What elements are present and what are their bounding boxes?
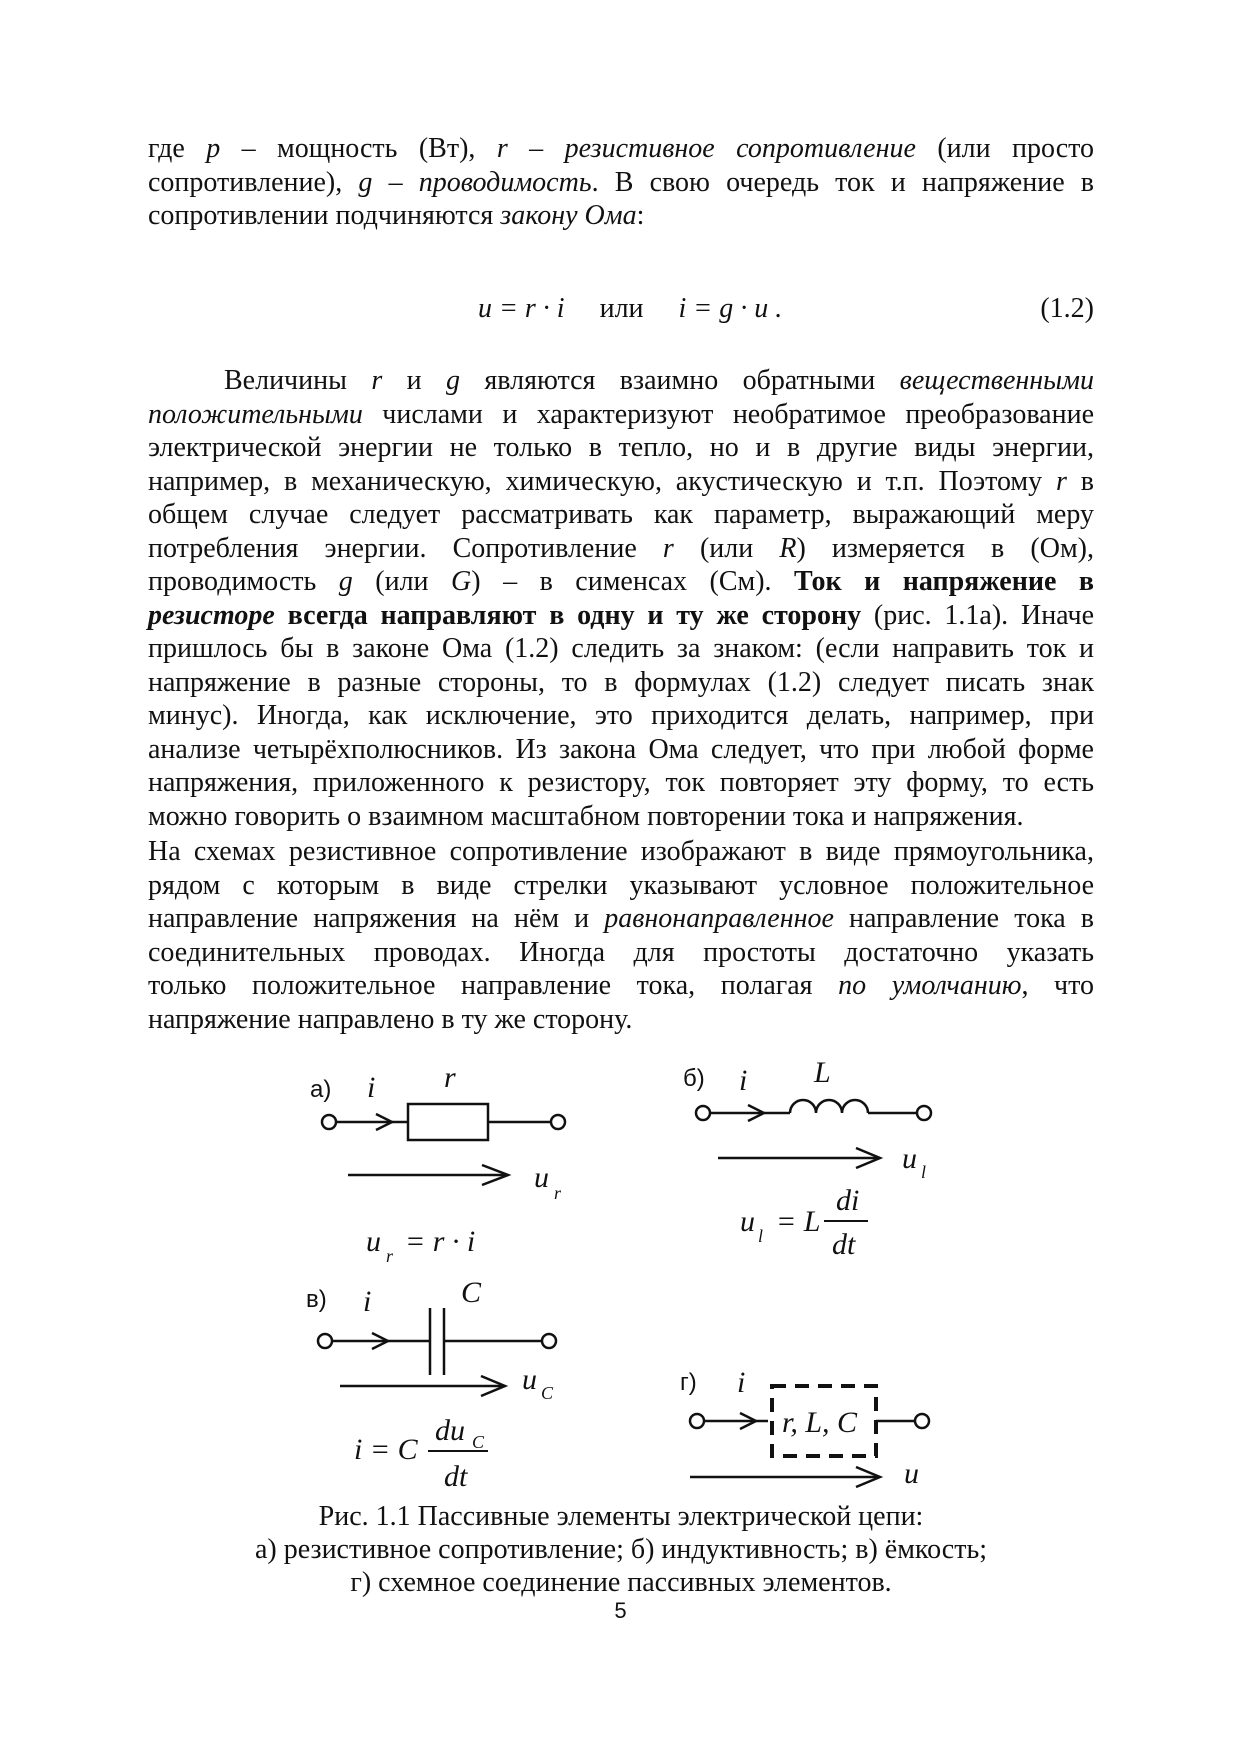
formula-b-num: di xyxy=(836,1184,860,1217)
p2-line-14: можно говорить о взаимном масштабном повторении тока и напряжения. xyxy=(148,800,1024,832)
voltage-label-g: u xyxy=(904,1457,919,1490)
p3-line-4: соединительных проводах. Иногда для простоты достаточно указать xyxy=(148,936,1094,968)
formula-v-lhs: i = C xyxy=(354,1433,418,1466)
terminal-b-right xyxy=(917,1106,931,1120)
inductor-symbol xyxy=(790,1100,868,1113)
resistor-symbol xyxy=(408,1104,488,1140)
equation-left: u = r · i xyxy=(478,293,565,324)
element-label-l: L xyxy=(814,1056,831,1089)
terminal-a-right xyxy=(551,1115,565,1129)
p2-line-4: например, в механическую, химическую, акустическую и т.п. Поэтому r в xyxy=(148,465,1094,497)
caption-line-1: Рис. 1.1 Пассивные элементы электрической цепи: xyxy=(318,1501,924,1532)
formula-v-num-sub: C xyxy=(472,1432,485,1452)
p1-line-1: где p – мощность (Вт), r – резистивное сопротивление (или просто xyxy=(148,133,1094,164)
formula-a-sub: r xyxy=(386,1246,394,1266)
equation-or: или xyxy=(599,293,644,324)
equation-number: (1.2) xyxy=(1040,293,1094,324)
circuit-a xyxy=(322,1104,565,1185)
terminal-g-left xyxy=(690,1414,704,1428)
equation-right: i = g · u . xyxy=(678,293,783,324)
voltage-sub-v: C xyxy=(541,1383,554,1403)
p2-line-2: положительными числами и характеризуют необратимое преобразование xyxy=(148,398,1094,430)
formula-b-eq: = L xyxy=(776,1205,821,1238)
p3-line-5: только положительное направление тока, полагая по умолчанию, что xyxy=(148,970,1095,1001)
caption-line-2: а) резистивное сопротивление; б) индуктивность; в) ёмкость; xyxy=(254,1534,988,1565)
p2-line-6: потребления энергии. Сопротивление r (или R) измеряется в (Ом), xyxy=(148,532,1094,564)
circuit-v xyxy=(318,1308,556,1396)
terminal-a-left xyxy=(322,1115,336,1129)
current-label-g: i xyxy=(737,1366,746,1399)
p2-line-9: пришлось бы в законе Ома (1.2) следить за знаком: (если направить ток и xyxy=(148,633,1094,664)
p1-line-2: сопротивление), g – проводимость. В свою очередь ток и напряжение в xyxy=(148,166,1094,198)
p3-line-3: направление напряжения на нём и равнонаправленное направление тока в xyxy=(148,903,1094,934)
circuit-b xyxy=(696,1100,931,1168)
p3-line-2: рядом с которым в виде стрелки указывают условное положительное xyxy=(148,869,1094,901)
p2-line-11: минус). Иногда, как исключение, это приходится делать, например, при xyxy=(148,700,1094,731)
formula-b-lhs: u xyxy=(740,1205,755,1238)
current-label-a: i xyxy=(367,1071,376,1104)
p3-line-1: На схемах резистивное сопротивление изображают в виде прямоугольника, xyxy=(148,836,1094,867)
voltage-label-v: u xyxy=(522,1363,537,1396)
current-label-v: i xyxy=(363,1285,372,1318)
page-number: 5 xyxy=(614,1598,627,1623)
p2-line-12: анализе четырёхполюсников. Из закона Ома следует, что при любой форме xyxy=(148,733,1094,765)
p2-line-1: Величины r и g являются взаимно обратными вещественными xyxy=(224,365,1094,396)
formula-b-sub: l xyxy=(758,1226,764,1246)
element-label-c: C xyxy=(461,1276,482,1309)
terminal-v-left xyxy=(318,1334,332,1348)
formula-a-lhs: u xyxy=(366,1225,381,1258)
p3-line-6: напряжение направлено в ту же сторону. xyxy=(148,1003,633,1035)
terminal-v-right xyxy=(542,1334,556,1348)
formula-b-den: dt xyxy=(832,1228,856,1261)
p2-line-5: общем случае следует рассматривать как параметр, выражающий меру xyxy=(148,499,1094,530)
current-label-b: i xyxy=(739,1064,748,1097)
voltage-sub-a: r xyxy=(554,1183,562,1203)
element-label-r: r xyxy=(444,1061,456,1094)
terminal-b-left xyxy=(696,1106,710,1120)
formula-a-rhs: = r · i xyxy=(405,1225,476,1258)
caption-line-3: г) схемное соединение пассивных элементов. xyxy=(350,1567,892,1598)
label-b: б) xyxy=(683,1065,705,1092)
p2-line-8: резисторе всегда направляют в одну и ту же сторону (рис. 1.1а). Иначе xyxy=(148,599,1094,631)
label-a: а) xyxy=(310,1076,332,1103)
p1-line-3: сопротивлении подчиняются закону Ома: xyxy=(148,200,645,231)
terminal-g-right xyxy=(915,1414,929,1428)
p2-line-7: проводимость g (или G) – в сименсах (См). Ток и напряжение в xyxy=(148,566,1094,597)
voltage-label-b: u xyxy=(902,1142,917,1175)
voltage-label-a: u xyxy=(534,1161,549,1194)
formula-v-den: dt xyxy=(444,1460,468,1493)
formula-v-num: du xyxy=(435,1414,465,1447)
p2-line-10: напряжение в разные стороны, то в формулах (1.2) следует писать знак xyxy=(148,666,1094,698)
p2-line-3: электрической энергии не только в тепло, но и в другие виды энергии, xyxy=(148,432,1094,463)
voltage-sub-b: l xyxy=(921,1162,927,1182)
element-label-rlc: r, L, C xyxy=(782,1406,858,1439)
figure-caption xyxy=(148,1500,1094,1599)
label-g: г) xyxy=(680,1369,697,1396)
label-v: в) xyxy=(306,1286,327,1313)
p2-line-13: напряжения, приложенного к резистору, ток повторяет эту форму, то есть xyxy=(148,767,1094,798)
